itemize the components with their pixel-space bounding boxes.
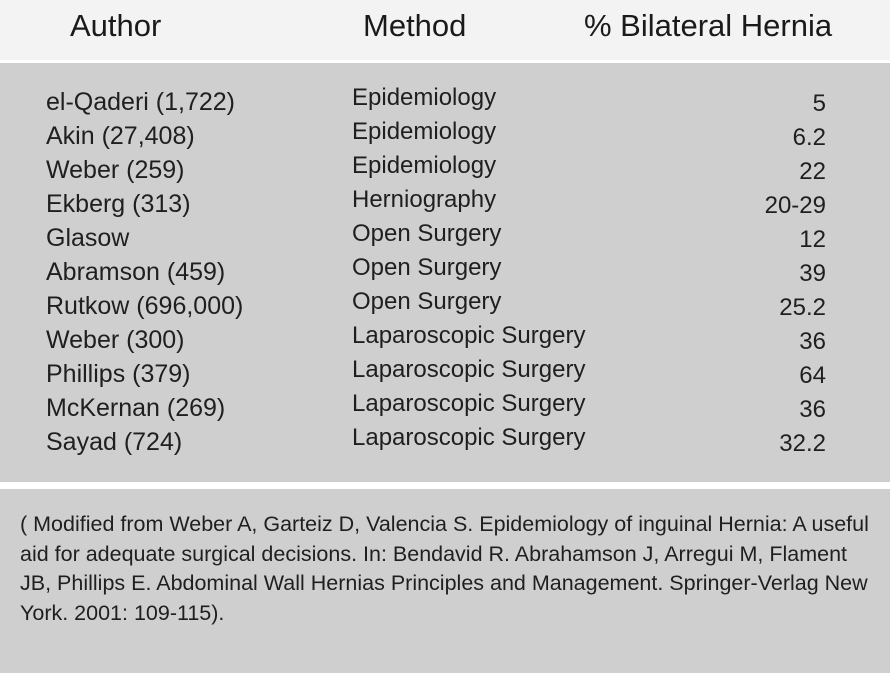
table-rows: [0, 84, 890, 458]
percent-cell: 36: [799, 396, 826, 423]
table-row: [0, 186, 890, 220]
method-column-header: Method: [363, 8, 467, 43]
author-cell: Weber (300): [46, 326, 185, 354]
table-row: [0, 118, 890, 152]
method-cell: Laparoscopic Surgery: [352, 390, 586, 417]
table-header: [0, 0, 890, 60]
table-row: [0, 390, 890, 424]
method-cell: Epidemiology: [352, 152, 497, 179]
author-column-header: Author: [70, 8, 162, 43]
table-row: [0, 152, 890, 186]
table-row: [0, 288, 890, 322]
percent-cell: 32.2: [779, 430, 826, 457]
method-cell: Herniography: [352, 186, 497, 213]
author-cell: McKernan (269): [46, 394, 226, 422]
percent-cell: 12: [799, 226, 826, 253]
author-cell: Sayad (724): [46, 428, 183, 456]
method-cell: Open Surgery: [352, 288, 502, 315]
table-row: [0, 424, 890, 458]
author-cell: Akin (27,408): [46, 122, 195, 150]
percent-cell: 5: [812, 90, 826, 117]
percent-cell: 39: [799, 260, 826, 287]
method-cell: Laparoscopic Surgery: [352, 424, 586, 451]
percent-cell: 36: [799, 328, 826, 355]
percent-cell: 6.2: [792, 124, 826, 151]
table-row: [0, 322, 890, 356]
method-cell: Open Surgery: [352, 254, 502, 281]
author-cell: Rutkow (696,000): [46, 292, 244, 320]
author-cell: Ekberg (313): [46, 190, 191, 218]
author-cell: Phillips (379): [46, 360, 191, 388]
table-row: [0, 254, 890, 288]
footnote: ( Modified from Weber A, Garteiz D, Valencia S. Epidemiology of inguinal Hernia: A useful aid for adequate surgical decisions. In: Bendavid R. Abrahamson J, Arregui M, Flament JB, Phillips E. Abdominal Wall Hernias Principles and Management. Springer-Verlag New York. 2001: 109-115).: [20, 512, 869, 625]
method-cell: Laparoscopic Surgery: [352, 322, 586, 349]
method-cell: Open Surgery: [352, 220, 502, 247]
table-row: [0, 84, 890, 118]
percent-cell: 64: [799, 362, 826, 389]
percent-cell: 20-29: [764, 192, 826, 219]
percent-cell: 22: [799, 158, 826, 185]
author-cell: Weber (259): [46, 156, 185, 184]
bilateral-hernia-column-header: % Bilateral Hernia: [584, 8, 833, 43]
percent-cell: 25.2: [779, 294, 826, 321]
author-cell: Glasow: [46, 224, 130, 252]
table-row: [0, 356, 890, 390]
author-cell: el-Qaderi (1,722): [46, 88, 235, 116]
table-row: [0, 220, 890, 254]
method-cell: Laparoscopic Surgery: [352, 356, 586, 383]
method-cell: Epidemiology: [352, 118, 497, 145]
author-cell: Abramson (459): [46, 258, 226, 286]
method-cell: Epidemiology: [352, 84, 497, 111]
